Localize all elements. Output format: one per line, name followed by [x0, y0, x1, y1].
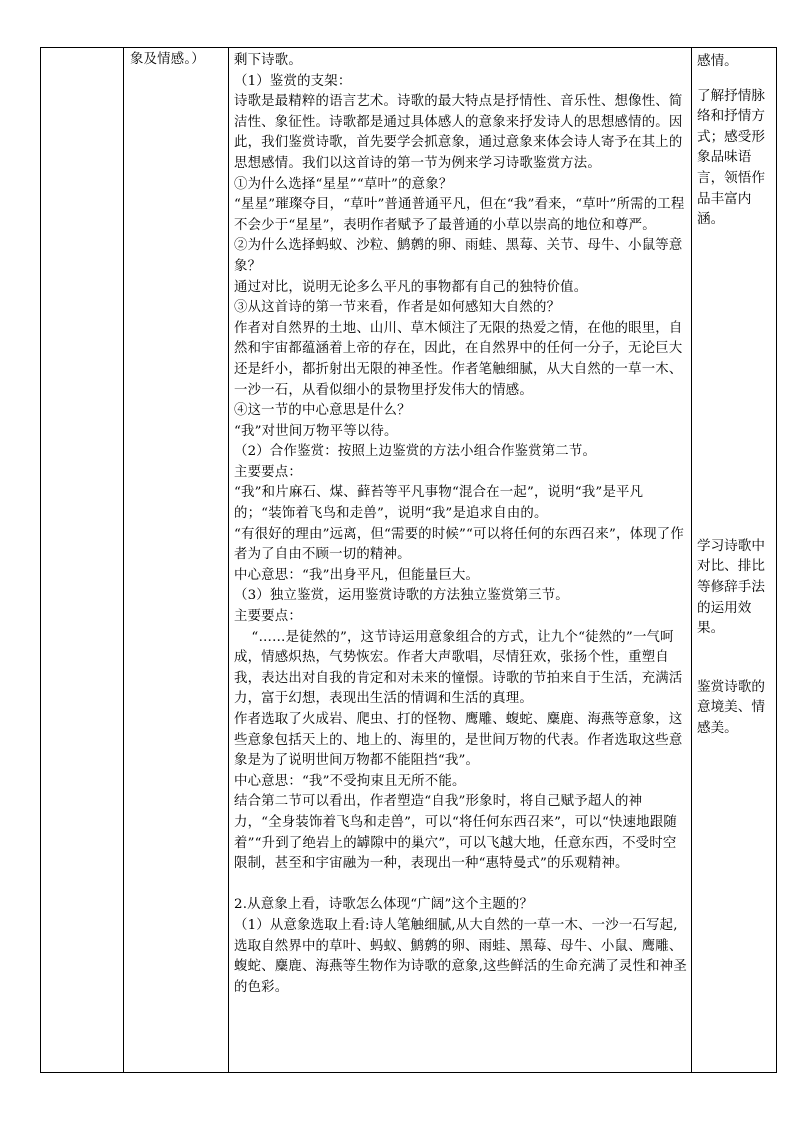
note-text: 学习诗歌中对比、排比等修辞手法的运用效果。 — [697, 537, 765, 637]
question-line: ③从这首诗的第一节来看，作者是如何感知大自然的？ — [234, 300, 561, 316]
answer-paragraph: “星星”璀璨夺目，“草叶”普通普通平凡，但在“我”看来，“草叶”所需的工程不会少于“星星”，表明作者赋予了最普通的小草以崇高的地位和尊严。 — [234, 197, 685, 233]
content-line: 中心意思：“我”不受拘束且无所不能。 — [234, 773, 466, 789]
note-text: 感情。 — [697, 53, 738, 69]
section-heading: （3）独立鉴赏，运用鉴赏诗歌的方法独立鉴赏第三节。 — [234, 588, 569, 604]
question-heading: 2.从意象上看，诗歌怎么体现“广阔”这个主题的？ — [234, 897, 534, 913]
content-paragraph: “有很好的理由”远离，但“需要的时候”“可以将任何的东西召来”，体现了作者为了自由不顾一切的精神。 — [234, 526, 684, 563]
design-intent-cell — [692, 48, 777, 1073]
lesson-plan-table — [40, 47, 777, 1073]
section-heading: （2）合作鉴赏：按照上边鉴赏的方法小组合作鉴赏第二节。 — [234, 444, 597, 460]
answer-paragraph: 作者对自然界的土地、山川、草木倾注了无限的热爱之情，在他的眼里，自然和宇宙都蕴涵着上帝的存在，因此，在自然界中的任何一分子，无论巨大还是纤小，都折射出无限的神圣性。作者笔触细腻，从大自然的一草一木、一沙一石，从看似细小的景物里抒发伟大的情感。 — [234, 320, 683, 398]
note-text: 鉴赏诗歌的意境美、情感美。 — [697, 678, 765, 736]
content-paragraph: “……是徒然的”，这节诗运用意象组合的方式，让九个“徒然的”一气呵成，情感炽热，气势恢宏。作者大声歌唱，尽情狂欢，张扬个性，重塑自我，表达出对自我的肯定和对未来的憧憬。诗歌的节拍来自于生活，充满活力，富于幻想，表现出生活的情调和生活的真理。 — [234, 629, 683, 707]
content-paragraph: 诗歌是最精粹的语言艺术。诗歌的最大特点是抒情性、音乐性、想像性、简洁性、象征性。诗歌都是通过具体感人的意象来抒发诗人的思想感情的。因此，我们鉴赏诗歌，首先要学会抓意象，通过意象来体会诗人寄予在其上的思想感情。我们以这首诗的第一节为例来学习诗歌鉴赏方法。 — [234, 94, 683, 171]
empty-first-column-cell — [41, 48, 124, 1073]
answer-paragraph: “我”对世间万物平等以待。 — [234, 423, 398, 439]
question-line: ①为什么选择“星星”“草叶”的意象？ — [234, 176, 453, 192]
paragraph-gap — [234, 875, 687, 896]
content-paragraph: 结合第二节可以看出，作者塑造“自我”形象时，将自己赋予超人的神力，“全身装饰着飞鸟和走兽”，可以“将任何东西召来”，可以“快速地跟随着”“升到了绝岩上的罅隙中的巢穴”，可以飞越大地，任意东西，不受时空限制，甚至和宇宙融为一种，表现出一种“惠特曼式”的乐观精神。 — [234, 794, 677, 872]
answer-paragraph: 通过对比，说明无论多么平凡的事物都有自己的独特价值。 — [234, 279, 588, 295]
content-line: 剩下诗歌。 — [234, 53, 302, 68]
question-line: ②为什么选择蚂蚁、沙粒、鹪鹩的卵、雨蛙、黑莓、关节、母牛、小鼠等意象？ — [234, 238, 683, 274]
question-line: ④这一节的中心意思是什么？ — [234, 403, 411, 419]
teaching-content-cell — [229, 48, 692, 1073]
content-line: 主要要点： — [234, 609, 302, 625]
content-line: 中心意思：“我”出身平凡，但能量巨大。 — [234, 567, 480, 583]
table-row — [41, 48, 777, 1073]
note-text: 了解抒情脉络和抒情方式；感受形象品味语言，领悟作品丰富内涵。 — [697, 87, 765, 228]
objective-continuation-cell — [124, 48, 229, 1073]
content-line: （1）鉴赏的支架： — [234, 73, 352, 89]
content-line: 主要要点： — [234, 464, 302, 480]
content-paragraph: “我”和片麻石、煤、藓苔等平凡事物“混合在一起”，说明“我”是平凡的；“装饰着飞鸟和走兽”，说明“我”是追求自由的。 — [234, 485, 644, 522]
objective-text: 象及情感。） — [130, 52, 205, 67]
content-paragraph: 作者选取了火成岩、爬虫、打的怪物、鹰雕、蝮蛇、麋鹿、海燕等意象，这些意象包括天上的、地上的、海里的，是世间万物的代表。作者选取这些意象是为了说明世间万物都不能阻挡“我”。 — [234, 712, 683, 769]
content-paragraph: （1）从意象选取上看:诗人笔触细腻,从大自然的一草一木、一沙一石写起,选取自然界中的草叶、蚂蚁、鹪鹩的卵、雨蛙、黑莓、母牛、小鼠、鹰雕、蝮蛇、麋鹿、海燕等生物作为诗歌的意象,这些鲜活的生命充满了灵性和神圣的色彩。 — [234, 917, 687, 995]
